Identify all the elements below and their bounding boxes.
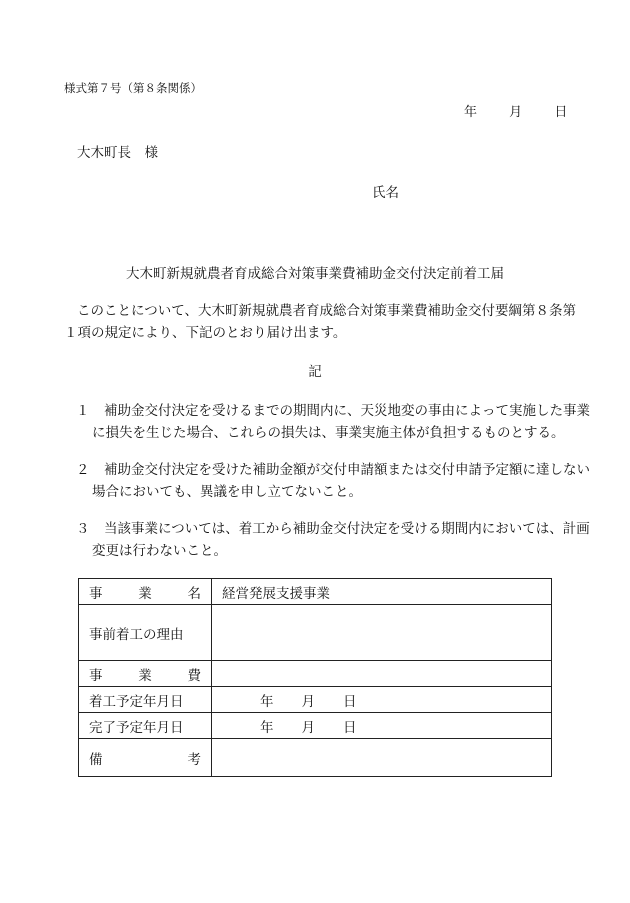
ki-heading: 記 [308, 364, 322, 380]
project-name-value[interactable]: 経営発展支援事業 [212, 579, 552, 605]
condition-1-number: １ [76, 403, 90, 419]
cost-label: 事 業 費 [79, 661, 212, 687]
row-cost [79, 661, 552, 687]
reason-value[interactable] [212, 605, 552, 661]
reason-label: 事前着工の理由 [79, 605, 212, 661]
submission-date [464, 101, 567, 120]
project-name-label: 事 業 名 [79, 579, 212, 605]
start-date-value[interactable]: 年 月 日 [212, 687, 552, 713]
condition-3-text: 当該事業については、着工から補助金交付決定を受ける期間内においては、計画変更は行わないこと。 [92, 521, 590, 559]
end-date-value[interactable]: 年 月 日 [212, 713, 552, 739]
condition-2 [76, 459, 592, 503]
condition-3-number: ３ [76, 521, 90, 537]
start-date-label: 着工予定年月日 [79, 687, 212, 713]
date-month: 月 [509, 105, 523, 120]
condition-1-text: 補助金交付決定を受けるまでの期間内に、天災地変の事由によって実施した事業に損失を生じた場合、これらの損失は、事業実施主体が負担するものとする。 [92, 403, 590, 441]
date-day: 日 [554, 105, 568, 120]
row-end-date [79, 713, 552, 739]
remarks-value[interactable] [212, 739, 552, 777]
date-year: 年 [464, 105, 478, 120]
project-info-table [78, 578, 552, 777]
applicant-name-label: 氏名 [372, 185, 399, 201]
row-reason [79, 605, 552, 661]
addressee: 大木町長 様 [77, 145, 158, 161]
document-title: 大木町新規就農者育成総合対策事業費補助金交付決定前着工届 [126, 266, 504, 282]
end-date-label: 完了予定年月日 [79, 713, 212, 739]
condition-2-number: ２ [76, 462, 90, 478]
cost-value[interactable] [212, 661, 552, 687]
row-project-name [79, 579, 552, 605]
row-remarks [79, 739, 552, 777]
remarks-label: 備 考 [79, 739, 212, 777]
condition-3 [76, 518, 592, 562]
condition-1 [76, 400, 592, 444]
row-start-date [79, 687, 552, 713]
body-text: このことについて、大木町新規就農者育成総合対策事業費補助金交付要綱第８条第１項の規定により、下記のとおり届け出ます。 [64, 303, 576, 341]
form-number: 様式第７号（第８条関係） [64, 81, 202, 95]
condition-2-text: 補助金交付決定を受けた補助金額が交付申請額または交付申請予定額に達しない場合においても、異議を申し立てないこと。 [92, 462, 590, 500]
